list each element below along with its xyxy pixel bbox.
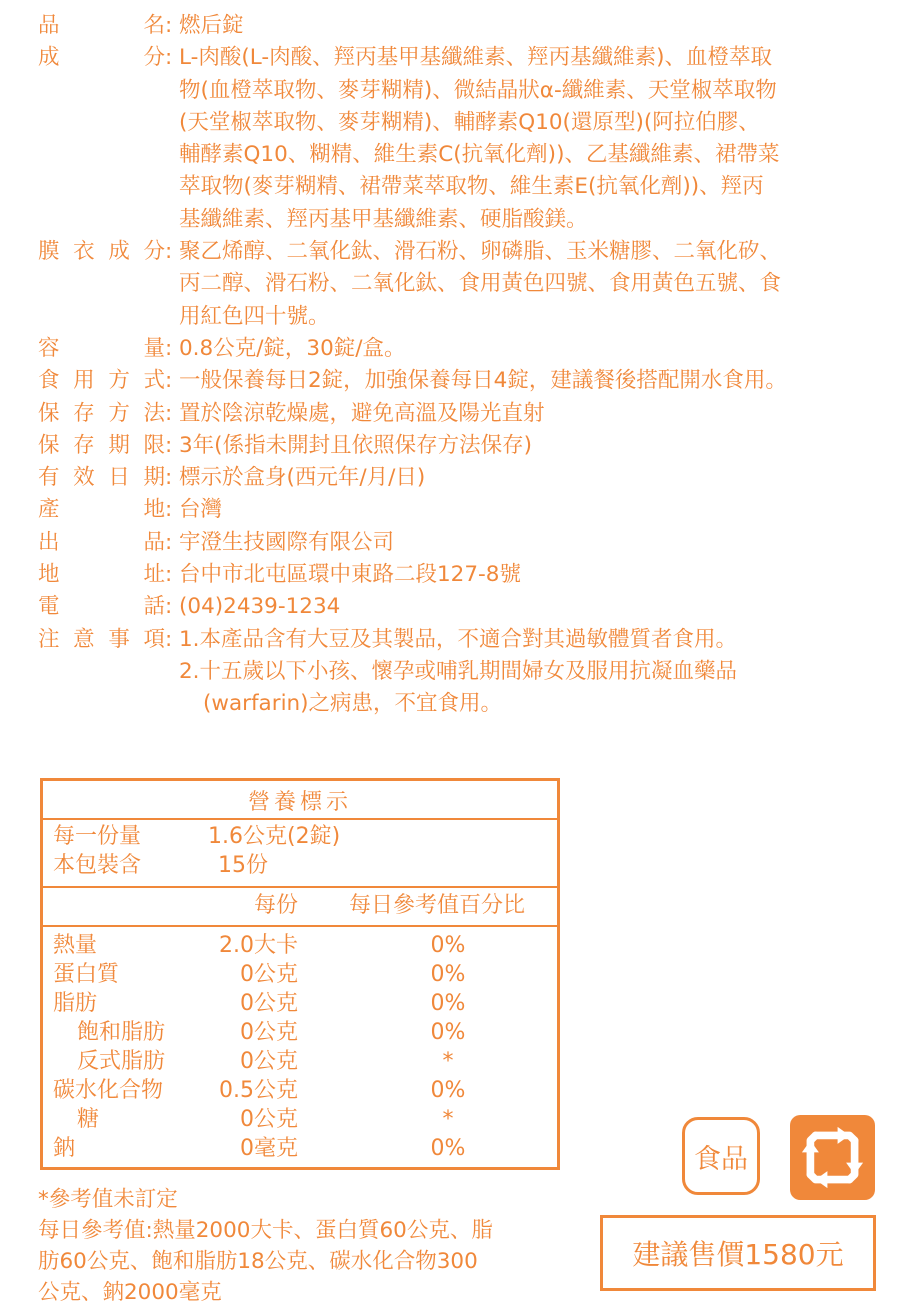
row-name: 品 名 : 燃后錠 <box>38 10 888 42</box>
divider <box>43 886 557 888</box>
value-address: 台中市北屯區環中東路二段127-8號 <box>179 562 521 588</box>
value-name: 燃后錠 <box>179 13 244 38</box>
row-origin: 產 地 : 台灣 <box>38 494 888 526</box>
value-ingredients: L-肉酸(L-肉酸、羥丙基甲基纖維素、羥丙基纖維素)、血橙萃取 物(血橙萃取物、麥芽糊精)、微結晶狀α-纖維素、天堂椒萃取物 (天堂椒萃取物、麥芽糊精)、輔酵素Q10(還原型)(阿拉伯膠、 輔酵素Q10、糊精、維生素C(抗氧化劑))、乙基纖維素、裙帶菜 萃取物(麥芽糊精、裙帶菜萃取物、維生素E(抗氧化劑))、羥丙 基纖維素、羥丙基甲基纖維素、硬脂酸鎂。 <box>179 45 780 232</box>
product-info <box>38 10 888 721</box>
nutrient-pct: * <box>442 1049 454 1074</box>
nutrient-amount: 0毫克 <box>240 1136 298 1161</box>
footnote-daily-line: 公克、鈉2000毫克 <box>38 1280 222 1305</box>
label-volume: 容 量 <box>38 335 165 361</box>
col-per-serving: 每份 <box>253 893 298 918</box>
nutrient-amount: 0公克 <box>240 991 298 1016</box>
row-notes: 注 意 事 項 : 1.本產品含有大豆及其製品，不適合對其過敏體質者食用。 2.十五歲以下小孩、懷孕或哺乳期間婦女及服用抗凝血藥品 (warfarin)之病患，不宜食用。 <box>38 624 888 721</box>
value-maker: 宇澄生技國際有限公司 <box>179 529 395 555</box>
nutrition-title: 營養標示 <box>247 790 352 815</box>
nutrition-table <box>40 778 560 1170</box>
label-storage: 保 存 方 法 <box>38 400 165 426</box>
suggested-price: 建議售價1580元 <box>600 1215 876 1291</box>
nutrient-pct: 0% <box>430 962 466 987</box>
label-address: 地 址 <box>38 562 165 588</box>
nutrient-name: 脂肪 <box>53 991 98 1016</box>
footnote-asterisk: *參考值未訂定 <box>38 1187 178 1212</box>
label-ingredients: 成 分 <box>38 45 165 71</box>
row-storage: 保 存 方 法 : 置於陰涼乾燥處，避免高溫及陽光直射 <box>38 398 888 430</box>
nutrient-name: 糖 <box>77 1107 100 1132</box>
value-expiry: 標示於盒身(西元年/月/日) <box>179 465 426 491</box>
nutrient-pct: * <box>442 1107 454 1132</box>
row-expiry: 有 效 日 期 : 標示於盒身(西元年/月/日) <box>38 462 888 494</box>
value-storage: 置於陰涼乾燥處，避免高溫及陽光直射 <box>179 400 545 426</box>
value-shelf-life: 3年(係指未開封且依照保存方法保存) <box>179 432 532 458</box>
row-ingredients: 成 分 : L-肉酸(L-肉酸、羥丙基甲基纖維素、羥丙基纖維素)、血橙萃取 物(血橙萃取物、麥芽糊精)、微結晶狀α-纖維素、天堂椒萃取物 (天堂椒萃取物、麥芽糊精)、輔酵素Q10(還原型)(阿拉伯膠、 輔酵素Q10、糊精、維生素C(抗氧化劑))、乙基纖維素、裙帶菜 萃取物(麥芽糊精、裙帶菜萃取物、維生素E(抗氧化劑))、羥丙 基纖維素、羥丙基甲基纖維素、硬脂酸鎂。 <box>38 42 888 236</box>
row-shelf-life: 保 存 期 限 : 3年(係指未開封且依照保存方法保存) <box>38 430 888 462</box>
nutrient-amount: 0公克 <box>240 1107 298 1132</box>
footnote-daily-line: 肪60公克、飽和脂肪18公克、碳水化合物300 <box>38 1249 478 1274</box>
food-badge: 食品 <box>682 1117 760 1195</box>
nutrient-amount: 0公克 <box>240 962 298 987</box>
label-shelf-life: 保 存 期 限 <box>38 432 165 458</box>
nutrient-amount: 2.0大卡 <box>219 933 298 958</box>
value-usage: 一般保養每日2錠，加強保養每日4錠，建議餐後搭配開水食用。 <box>179 368 787 394</box>
nutrient-amount: 0公克 <box>240 1020 298 1045</box>
nutrient-pct: 0% <box>430 1020 466 1045</box>
value-coating: 聚乙烯醇、二氧化鈦、滑石粉、卵磷脂、玉米糖膠、二氧化矽、 丙二醇、滑石粉、二氧化鈦、食用黃色四號、食用黃色五號、食 用紅色四十號。 <box>179 239 782 329</box>
label-notes: 注 意 事 項 <box>38 626 165 652</box>
nutrient-name: 碳水化合物 <box>53 1078 164 1103</box>
label-origin: 產 地 <box>38 497 165 523</box>
value-volume: 0.8公克/錠，30錠/盒。 <box>179 335 406 361</box>
label-maker: 出 品 <box>38 529 165 555</box>
row-volume: 容 量 : 0.8公克/錠，30錠/盒。 <box>38 333 888 365</box>
divider <box>43 925 557 927</box>
nutrient-name: 蛋白質 <box>53 962 120 987</box>
value-phone: (04)2439-1234 <box>179 594 341 620</box>
nutrient-name: 鈉 <box>53 1136 76 1161</box>
nutrient-pct: 0% <box>430 1078 466 1103</box>
nutrient-name: 飽和脂肪 <box>77 1020 166 1045</box>
nutrient-pct: 0% <box>430 1136 466 1161</box>
footnote <box>38 1184 578 1308</box>
serving-value: 1.6公克(2錠) <box>208 824 341 849</box>
pack-label: 本包裝含 <box>53 853 142 878</box>
recycle-icon <box>790 1115 875 1200</box>
nutrient-pct: 0% <box>430 933 466 958</box>
label-name: 品 名 <box>38 13 165 38</box>
row-usage: 食 用 方 式 : 一般保養每日2錠，加強保養每日4錠，建議餐後搭配開水食用。 <box>38 365 888 397</box>
row-address: 地 址 : 台中市北屯區環中東路二段127-8號 <box>38 559 888 591</box>
pack-value: 15份 <box>218 853 268 878</box>
value-notes: 1.本產品含有大豆及其製品，不適合對其過敏體質者食用。 2.十五歲以下小孩、懷孕或哺乳期間婦女及服用抗凝血藥品 (warfarin)之病患，不宜食用。 <box>179 626 738 717</box>
nutrient-name: 熱量 <box>53 933 98 958</box>
row-phone: 電 話 : (04)2439-1234 <box>38 591 888 623</box>
serving-label: 每一份量 <box>53 824 142 849</box>
row-coating: 膜 衣 成 分 : 聚乙烯醇、二氧化鈦、滑石粉、卵磷脂、玉米糖膠、二氧化矽、 丙二醇、滑石粉、二氧化鈦、食用黃色四號、食用黃色五號、食 用紅色四十號。 <box>38 236 888 333</box>
divider <box>43 818 557 820</box>
nutrient-amount: 0.5公克 <box>219 1078 298 1103</box>
label-usage: 食 用 方 式 <box>38 368 165 394</box>
row-maker: 出 品 : 宇澄生技國際有限公司 <box>38 527 888 559</box>
label-coating: 膜 衣 成 分 <box>38 239 165 265</box>
value-origin: 台灣 <box>179 497 223 523</box>
nutrient-name: 反式脂肪 <box>77 1049 166 1074</box>
footnote-daily-line: 每日參考值:熱量2000大卡、蛋白質60公克、脂 <box>38 1218 493 1243</box>
label-phone: 電 話 <box>38 594 165 620</box>
nutrient-pct: 0% <box>430 991 466 1016</box>
nutrient-amount: 0公克 <box>240 1049 298 1074</box>
col-daily-pct: 每日參考值百分比 <box>349 893 526 918</box>
label-expiry: 有 效 日 期 <box>38 465 165 491</box>
